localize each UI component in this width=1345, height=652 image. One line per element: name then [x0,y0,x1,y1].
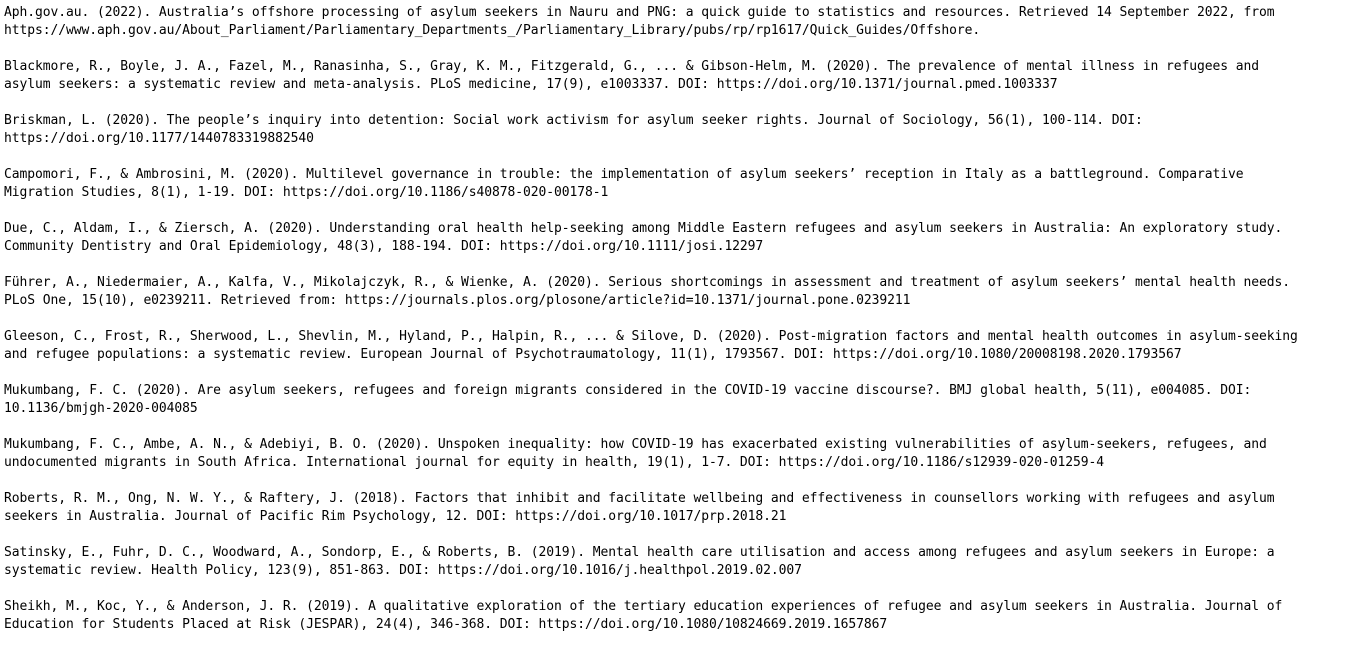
reference-entry [4,112,1345,148]
reference-line: seekers in Australia. Journal of Pacific Rim Psychology, 12. DOI: https://doi.org/10.1017/prp.2018.21 [4,509,787,524]
reference-line: Gleeson, C., Frost, R., Sherwood, L., Shevlin, M., Hyland, P., Halpin, R., ... & Silove, D. (2020). Post-migration factors and mental health outcomes in asylum-seeking [4,329,1298,344]
reference-line: Aph.gov.au. (2022). Australia’s offshore processing of asylum seekers in Nauru and PNG: a quick guide to statistics and resources. Retrieved 14 September 2022, from [4,5,1275,20]
reference-line: Campomori, F., & Ambrosini, M. (2020). Multilevel governance in trouble: the implementation of asylum seekers’ reception in Italy as a battleground. Comparative [4,167,1244,182]
reference-line: https://www.aph.gov.au/About_Parliament/Parliamentary_Departments_/Parliamentary_Library/pubs/rp/rp1617/Quick_Guides/Offshore. [4,23,981,38]
reference-entry [4,328,1345,364]
reference-line: Blackmore, R., Boyle, J. A., Fazel, M., Ranasinha, S., Gray, K. M., Fitzgerald, G., ... & Gibson-Helm, M. (2020). The prevalence of mental illness in refugees and [4,59,1259,74]
reference-entry [4,490,1345,526]
reference-line: Führer, A., Niedermaier, A., Kalfa, V., Mikolajczyk, R., & Wienke, A. (2020). Serious shortcomings in assessment and treatment of asylum seekers’ mental health needs. [4,275,1290,290]
reference-line: Due, C., Aldam, I., & Ziersch, A. (2020). Understanding oral health help-seeking among Middle Eastern refugees and asylum seekers in Australia: An exploratory study. [4,221,1283,236]
reference-line: systematic review. Health Policy, 123(9), 851-863. DOI: https://doi.org/10.1016/j.healthpol.2019.02.007 [4,563,802,578]
reference-entry [4,598,1345,634]
reference-entry [4,544,1345,580]
reference-entry [4,4,1345,40]
reference-line: Education for Students Placed at Risk (JESPAR), 24(4), 346-368. DOI: https://doi.org/10.1080/10824669.2019.1657867 [4,617,888,632]
reference-line: https://doi.org/10.1177/1440783319882540 [4,131,314,146]
reference-entry [4,436,1345,472]
reference-line: asylum seekers: a systematic review and meta-analysis. PLoS medicine, 17(9), e1003337. DOI: https://doi.org/10.1371/journal.pmed.1003337 [4,77,1058,92]
reference-line: 10.1136/bmjgh-2020-004085 [4,401,198,416]
reference-line: and refugee populations: a systematic review. European Journal of Psychotraumatology, 11(1), 1793567. DOI: https://doi.org/10.1080/20008198.2020.1793567 [4,347,1182,362]
reference-line: Community Dentistry and Oral Epidemiology, 48(3), 188-194. DOI: https://doi.org/10.1111/josi.12297 [4,239,764,254]
reference-entry [4,166,1345,202]
reference-line: Satinsky, E., Fuhr, D. C., Woodward, A., Sondorp, E., & Roberts, B. (2019). Mental health care utilisation and access among refugees and asylum seekers in Europe: a [4,545,1275,560]
reference-entry [4,58,1345,94]
reference-line: undocumented migrants in South Africa. International journal for equity in health, 19(1), 1-7. DOI: https://doi.org/10.1186/s12939-020-01259-4 [4,455,1105,470]
reference-list [4,4,1345,652]
reference-line: Briskman, L. (2020). The people’s inquiry into detention: Social work activism for asylum seeker rights. Journal of Sociology, 56(1), 100-114. DOI: [4,113,1143,128]
reference-line: Migration Studies, 8(1), 1-19. DOI: https://doi.org/10.1186/s40878-020-00178-1 [4,185,609,200]
reference-entry [4,274,1345,310]
reference-line: Sheikh, M., Koc, Y., & Anderson, J. R. (2019). A qualitative exploration of the tertiary education experiences of refugee and asylum seekers in Australia. Journal of [4,599,1283,614]
reference-line: Roberts, R. M., Ong, N. W. Y., & Raftery, J. (2018). Factors that inhibit and facilitate wellbeing and effectiveness in counsellors working with refugees and asylum [4,491,1275,506]
reference-entry [4,220,1345,256]
reference-line: Mukumbang, F. C. (2020). Are asylum seekers, refugees and foreign migrants considered in the COVID-19 vaccine discourse?. BMJ global health, 5(11), e004085. DOI: [4,383,1252,398]
reference-entry [4,382,1345,418]
reference-line: PLoS One, 15(10), e0239211. Retrieved from: https://journals.plos.org/plosone/article?id=10.1371/journal.pone.0239211 [4,293,911,308]
reference-line: Mukumbang, F. C., Ambe, A. N., & Adebiyi, B. O. (2020). Unspoken inequality: how COVID-19 has exacerbated existing vulnerabilities of asylum-seekers, refugees, and [4,437,1267,452]
